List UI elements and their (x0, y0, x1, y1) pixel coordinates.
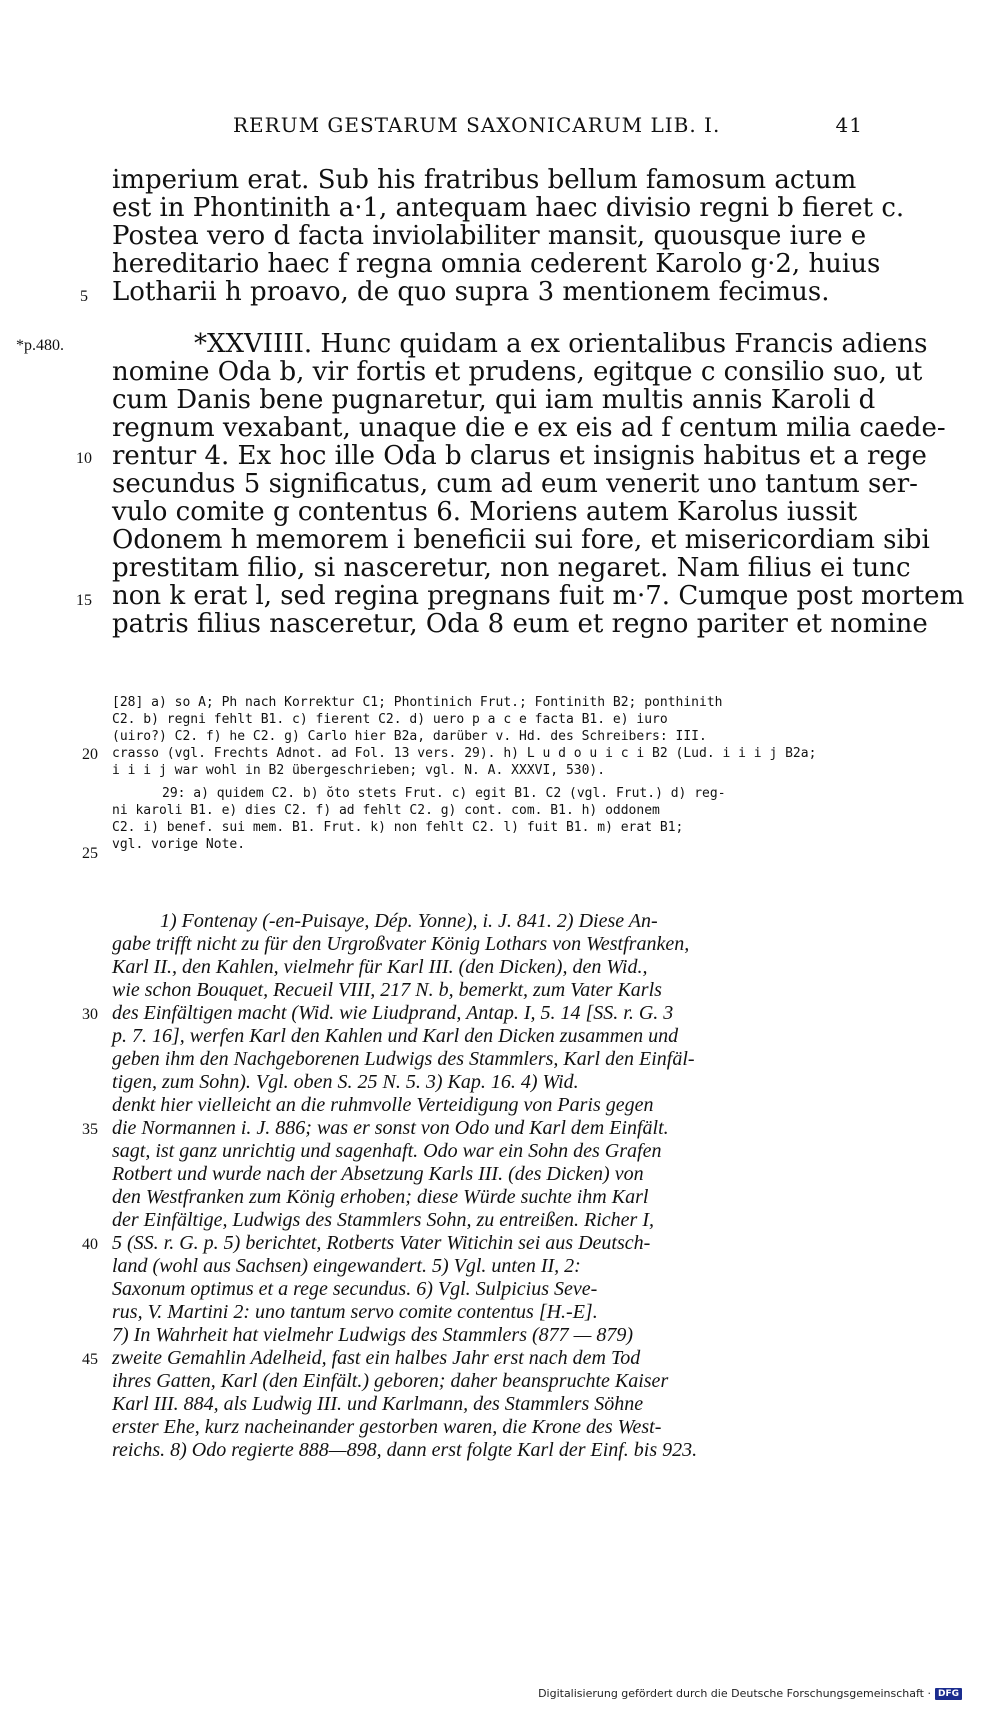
apparatus-line-1: [28] a) so A; Ph nach Korrektur C1; Phontinich Frut.; Fontinith B2; ponthinith (112, 695, 723, 710)
main-line-8: cum Danis bene pugnaretur, qui iam multis annis Karoli d (112, 385, 876, 415)
note-line-3: Karl II., den Kahlen, vielmehr für Karl III. (den Dicken), den Wid., (112, 956, 648, 978)
note-line-24: reichs. 8) Odo regierte 888—898, dann erst folgte Karl der Einf. bis 923. (112, 1439, 698, 1461)
note-line-14: der Einfältige, Ludwigs des Stammlers Sohn, zu entreißen. Richer I, (112, 1209, 654, 1231)
running-title: RERUM GESTARUM SAXONICARUM LIB. I. (233, 113, 721, 137)
note-line-5: des Einfältigen macht (Wid. wie Liudprand, Antap. I, 5. 14 [SS. r. G. 3 (112, 1002, 674, 1024)
main-line-2: est in Phontinith a·1, antequam haec divisio regni b fieret c. (112, 193, 905, 223)
line-number-30: 30 (82, 1006, 98, 1023)
apparatus-line-4: crasso (vgl. Frechts Adnot. ad Fol. 13 vers. 29). h) L u d o u i c i B2 (Lud. i i i j B2a; (112, 746, 817, 761)
apparatus-line-9: vgl. vorige Note. (112, 837, 246, 852)
note-line-16: land (wohl aus Sachsen) eingewandert. 5) Vgl. unten II, 2: (112, 1255, 581, 1277)
main-line-6: *XXVIIII. Hunc quidam a ex orientalibus Francis adiens (194, 329, 928, 359)
main-line-9: regnum vexabant, unaque die e ex eis ad f centum milia caede- (112, 413, 946, 443)
dfg-logo: DFG (935, 1688, 962, 1700)
line-number-25: 25 (82, 845, 98, 862)
main-line-3: Postea vero d facta inviolabiliter mansit, quousque iure e (112, 221, 867, 251)
page-number: 41 (835, 113, 863, 137)
line-number-45: 45 (82, 1351, 98, 1368)
apparatus-line-6: 29: a) quidem C2. b) ŏto stets Frut. c) egit B1. C2 (vgl. Frut.) d) reg- (162, 786, 726, 801)
note-line-17: Saxonum optimus et a rege secundus. 6) Vgl. Sulpicius Seve- (112, 1278, 598, 1300)
note-line-23: erster Ehe, kurz nacheinander gestorben waren, die Krone des West- (112, 1416, 662, 1438)
apparatus-line-8: C2. i) benef. sui mem. B1. Frut. k) non fehlt C2. l) fuit B1. m) erat B1; (112, 820, 684, 835)
line-number-20: 20 (82, 746, 98, 763)
note-line-1: 1) Fontenay (-en-Puisaye, Dép. Yonne), i. J. 841. 2) Diese An- (160, 910, 658, 932)
main-line-1: imperium erat. Sub his fratribus bellum famosum actum (112, 165, 857, 195)
main-line-5: Lotharii h proavo, de quo supra 3 mentionem fecimus. (112, 277, 830, 307)
note-line-20: zweite Gemahlin Adelheid, fast ein halbes Jahr erst nach dem Tod (112, 1347, 641, 1369)
note-line-2: gabe trifft nicht zu für den Urgroßvater König Lothars von Westfranken, (112, 933, 690, 955)
digitization-credit-text: Digitalisierung gefördert durch die Deutsche Forschungsgemeinschaft · (538, 1687, 931, 1700)
note-line-6: p. 7. 16], werfen Karl den Kahlen und Karl den Dicken zusammen und (112, 1025, 679, 1047)
main-line-14: prestitam filio, si nasceretur, non negaret. Nam filius ei tunc (112, 553, 911, 583)
note-line-7: geben ihm den Nachgeborenen Ludwigs des Stammlers, Karl den Einfäl- (112, 1048, 695, 1070)
page-ref-marker: *p.480. (16, 337, 64, 354)
note-line-13: den Westfranken zum König erhoben; diese Würde suchte ihm Karl (112, 1186, 649, 1208)
note-line-11: sagt, ist ganz unrichtig und sagenhaft. Odo war ein Sohn des Grafen (112, 1140, 662, 1162)
note-line-18: rus, V. Martini 2: uno tantum servo comite contentus [H.-E]. (112, 1301, 598, 1323)
apparatus-line-3: (uiro?) C2. f) he C2. g) Carlo hier B2a, darüber v. Hd. des Schreibers: III. (112, 729, 707, 744)
line-number-10: 10 (76, 450, 92, 467)
main-line-10: rentur 4. Ex hoc ille Oda b clarus et insignis habitus et a rege (112, 441, 927, 471)
note-line-21: ihres Gatten, Karl (den Einfält.) geboren; daher beanspruchte Kaiser (112, 1370, 669, 1392)
note-line-15: 5 (SS. r. G. p. 5) berichtet, Rotberts Vater Witichin sei aus Deutsch- (112, 1232, 651, 1254)
apparatus-line-2: C2. b) regni fehlt B1. c) fierent C2. d) uero p a c e facta B1. e) iuro (112, 712, 668, 727)
note-line-9: denkt hier vielleicht an die ruhmvolle Verteidigung von Paris gegen (112, 1094, 654, 1116)
line-number-15: 15 (76, 592, 92, 609)
line-number-35: 35 (82, 1121, 98, 1138)
apparatus-line-5: i i i j war wohl in B2 übergeschrieben; vgl. N. A. XXXVI, 530). (112, 763, 606, 778)
note-line-10: die Normannen i. J. 886; was er sonst von Odo und Karl dem Einfält. (112, 1117, 669, 1139)
line-number-40: 40 (82, 1236, 98, 1253)
running-header (233, 113, 863, 147)
main-line-15: non k erat l, sed regina pregnans fuit m·7. Cumque post mortem (112, 581, 965, 611)
main-line-7: nomine Oda b, vir fortis et prudens, egitque c consilio suo, ut (112, 357, 923, 387)
main-line-11: secundus 5 significatus, cum ad eum venerit uno tantum ser- (112, 469, 918, 499)
apparatus-line-7: ni karoli B1. e) dies C2. f) ad fehlt C2. g) cont. com. B1. h) oddonem (112, 803, 660, 818)
note-line-19: 7) In Wahrheit hat vielmehr Ludwigs des Stammlers (877 — 879) (112, 1324, 634, 1346)
note-line-8: tigen, zum Sohn). Vgl. oben S. 25 N. 5. 3) Kap. 16. 4) Wid. (112, 1071, 579, 1093)
note-line-12: Rotbert und wurde nach der Absetzung Karls III. (des Dicken) von (112, 1163, 644, 1185)
note-line-22: Karl III. 884, als Ludwig III. und Karlmann, des Stammlers Söhne (112, 1393, 644, 1415)
digitization-credit (538, 1687, 962, 1700)
main-line-4: hereditario haec f regna omnia cederent Karolo g·2, huius (112, 249, 881, 279)
main-line-13: Odonem h memorem i beneficii sui fore, et misericordiam sibi (112, 525, 930, 555)
main-line-16: patris filius nasceretur, Oda 8 eum et regno pariter et nomine (112, 609, 928, 639)
note-line-4: wie schon Bouquet, Recueil VIII, 217 N. b, bemerkt, zum Vater Karls (112, 979, 662, 1001)
main-line-12: vulo comite g contentus 6. Moriens autem Karolus iussit (112, 497, 858, 527)
line-number-5: 5 (80, 288, 88, 305)
